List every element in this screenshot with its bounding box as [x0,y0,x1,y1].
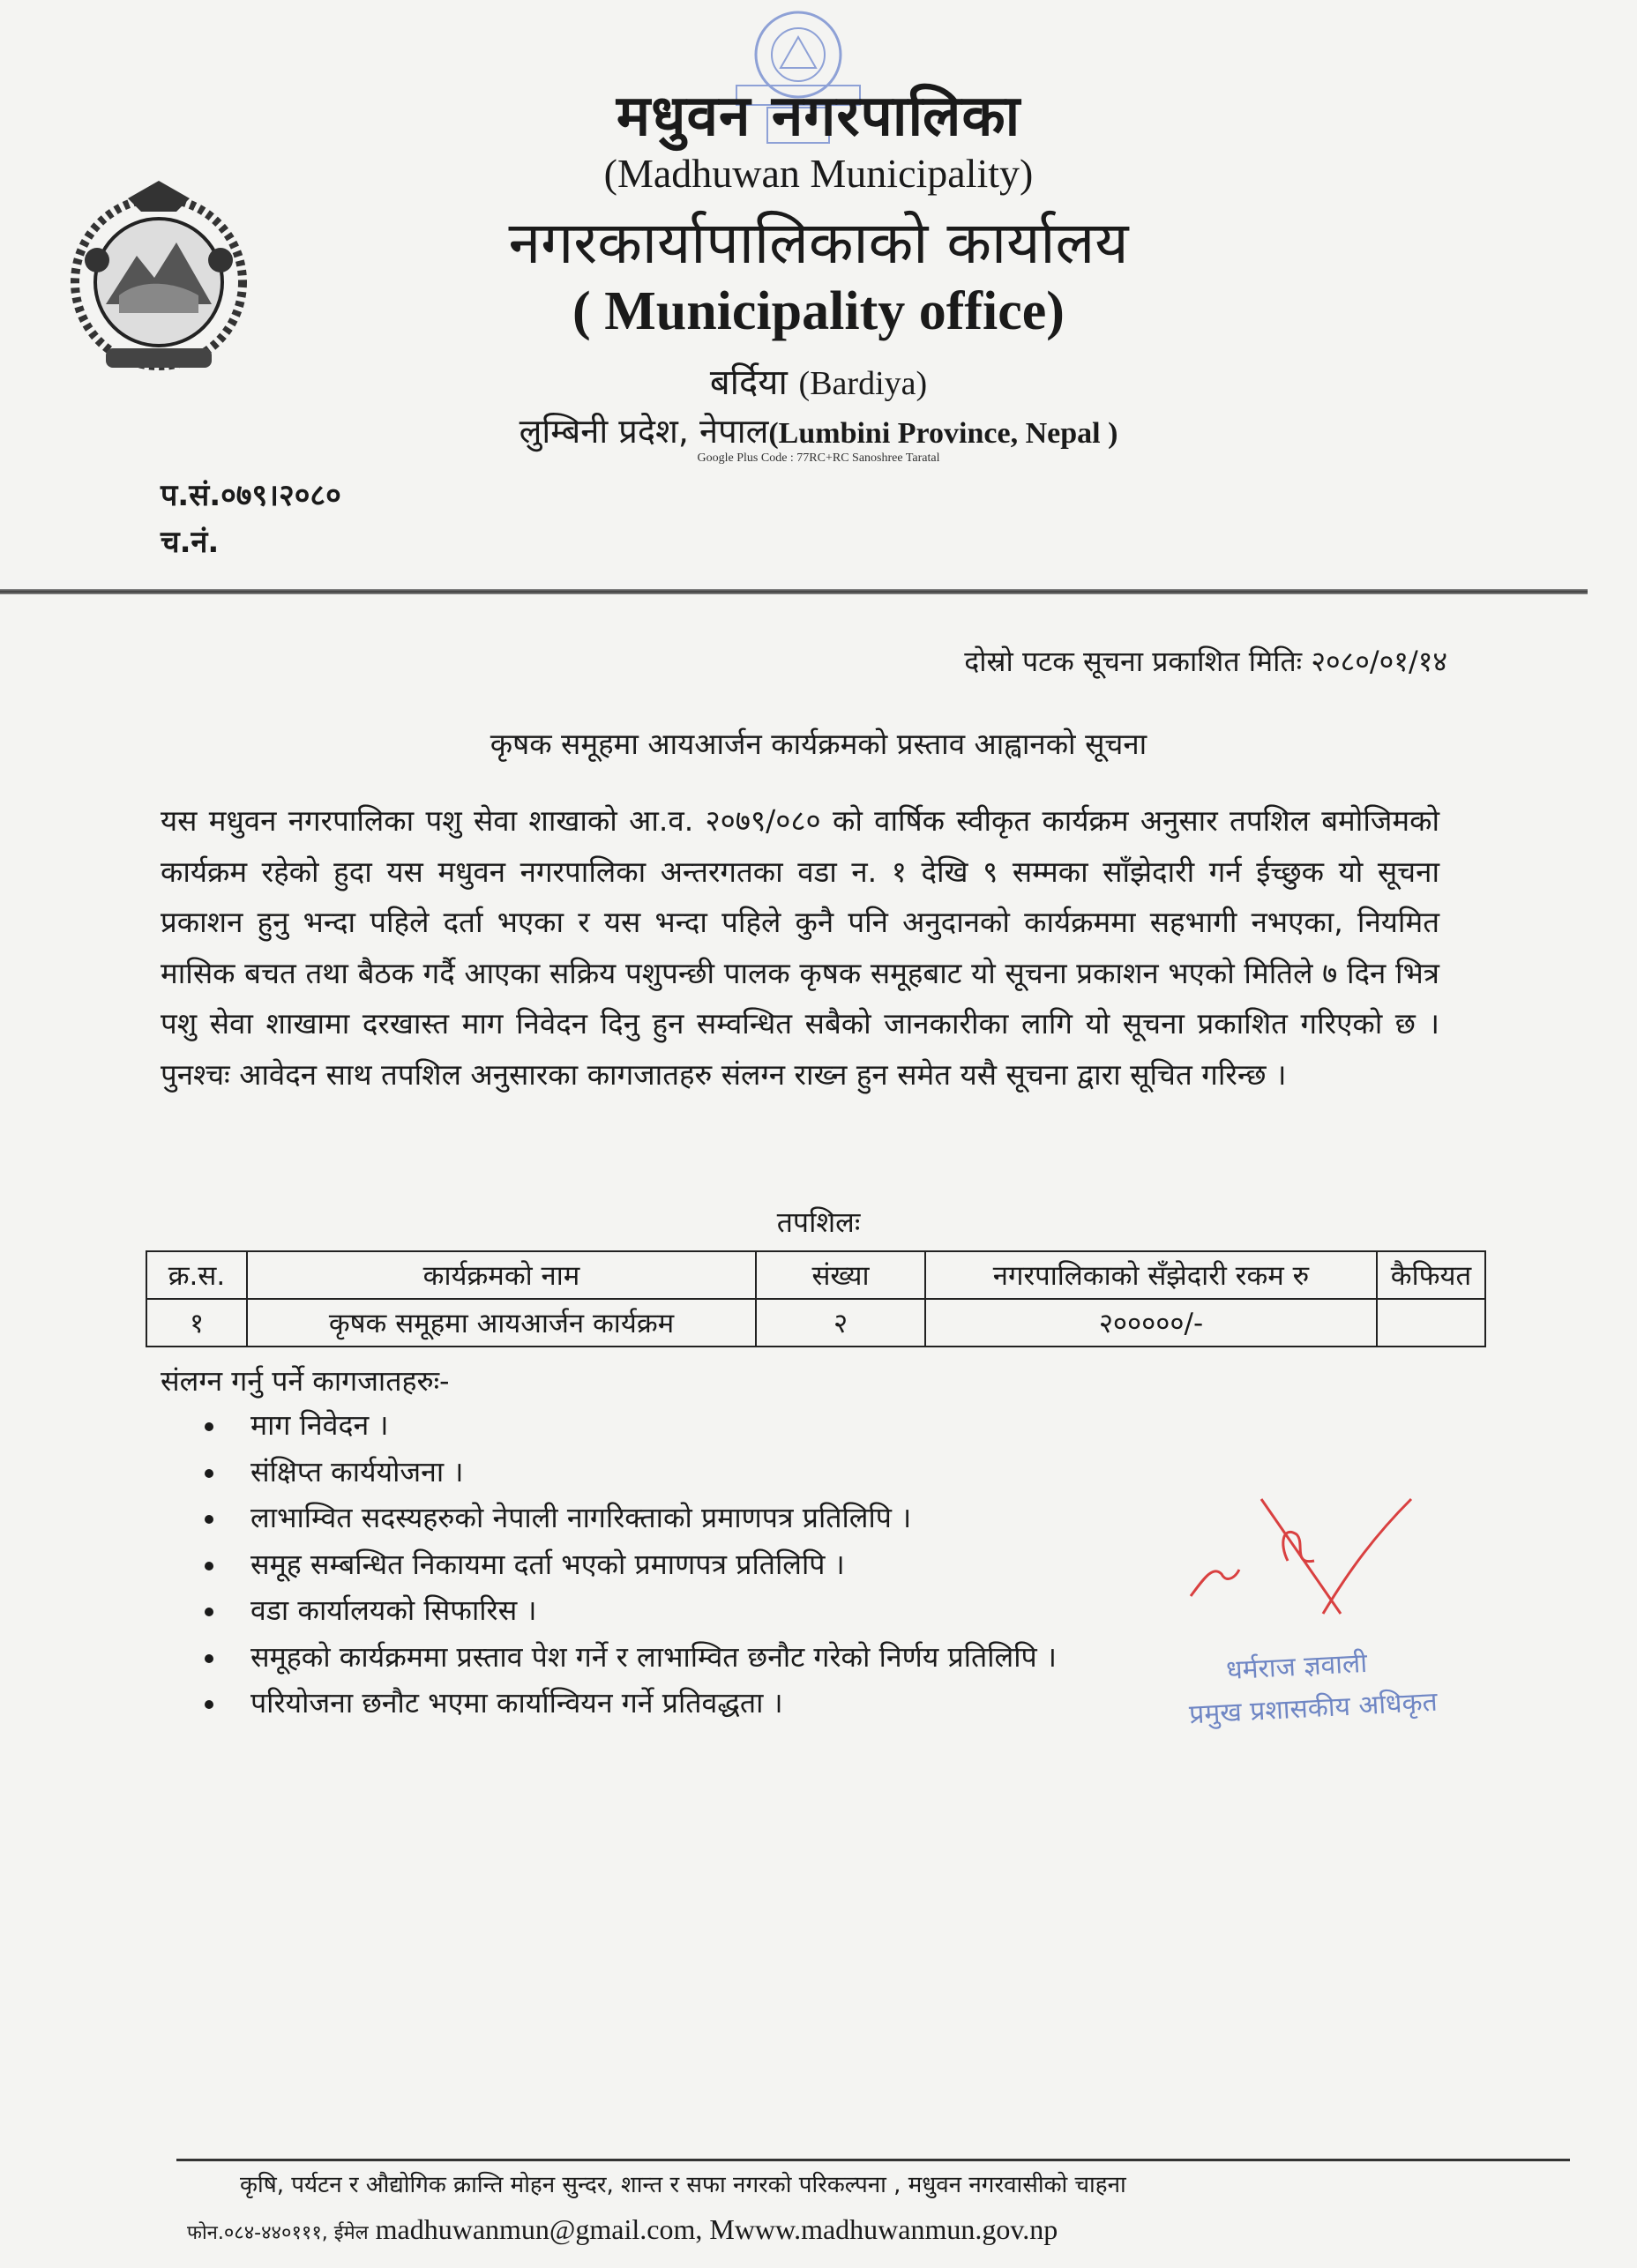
schedule-label: तपशिलः [776,1205,861,1239]
province-nepali: लुम्बिनी प्रदेश, नेपाल [519,412,769,451]
list-item: संक्षिप्त कार्ययोजना । [205,1452,1057,1499]
plus-code: Google Plus Code : 77RC+RC Sanoshree Taratal [697,451,940,465]
district-line [0,356,1637,405]
footer-contact [187,2213,1058,2246]
table-row [146,1299,1485,1347]
footer-slogan: कृषि, पर्यटन र औद्योगिक क्रान्ति मोहन सुन्दर, शान्त र सफा नगरको परिकल्पना , मधुवन नगरवासीको चाहना [240,2172,1126,2198]
notice-title: कृषक समूहमा आयआर्जन कार्यक्रमको प्रस्ताव आह्वानको सूचना [490,727,1147,761]
district-nepali: बर्दिया [709,362,788,403]
district-english: (Bardiya) [798,365,928,402]
notice-body: यस मधुवन नगरपालिका पशु सेवा शाखाको आ.व. २०७९/०८० को वार्षिक स्वीकृत कार्यक्रम अनुसार तपशिल बमोजिमको कार्यक्रम रहेको हुदा यस मधुवन नगरपालिका अन्तरगतका वडा न. १ देखि ९ सम्मका साँझेदारी गर्न ईच्छुक यो सूचना प्रकाशन हुनु भन्दा पहिले दर्ता भएका र यस भन्दा पहिले कुनै पनि अनुदानको कार्यक्रममा सहभागी नभएका, नियमित मासिक बचत तथा बैठक गर्दै आएका सक्रिय पशुपन्छी पालक कृषक समूहबाट यो सूचना प्रकाशन भएको मितिले ७ दिन भित्र पशु सेवा शाखामा दरखास्त माग निवेदन दिनु हुन सम्वन्धित सबैको जानकारीका लागि यो सूचना प्रकाशित गरिएको छ । पुनश्चः आवेदन साथ तपशिल अनुसारका कागजातहरु संलग्न राख्न हुन समेत यसै सूचना द्वारा सूचित गरिन्छ । [161,803,1439,1092]
municipality-name-english: (Madhuwan Municipality) [603,151,1034,196]
list-item: माग निवेदन । [205,1406,1057,1452]
header-divider [0,589,1588,594]
table-header-row [146,1251,1485,1299]
signature-icon [1173,1481,1438,1631]
province-line [0,407,1637,453]
program-table [146,1250,1486,1347]
officer-title-stamp: प्रमुख प्रशासकीय अधिकृत [1188,1686,1439,1731]
list-item: समूह सम्बन्धित निकायमा दर्ता भएको प्रमाणपत्र प्रतिलिपि । [205,1545,1057,1592]
cell-quantity: २ [756,1299,925,1347]
dispatch-number: च.नं. [161,525,220,560]
reference-number: प.सं.०७९।२०८० [161,478,341,513]
footer-website: Mwww.madhuwanmun.gov.np [709,2213,1058,2245]
footer-phone: फोन.०८४-४४०१११, ईमेल [187,2222,369,2244]
header-cell-amount: नगरपालिकाको सँझेदारी रकम रु [925,1251,1377,1299]
header-cell-program: कार्यक्रमको नाम [247,1251,756,1299]
province-english: (Lumbini Province, Nepal ) [768,417,1118,450]
header-cell-quantity: संख्या [756,1251,925,1299]
municipality-name-nepali: मधुवन नगरपालिका [616,84,1021,149]
attachments-list [205,1406,1057,1730]
list-item: लाभाम्वित सदस्यहरुको नेपाली नागरिक्ताको प्रमाणपत्र प्रतिलिपि । [205,1498,1057,1545]
cell-amount: २०००००/- [925,1299,1377,1347]
header-cell-remarks: कैफियत [1377,1251,1485,1299]
list-item: वडा कार्यालयको सिफारिस । [205,1591,1057,1638]
cell-serial: १ [146,1299,247,1347]
footer-divider [176,2159,1570,2161]
cell-remarks [1377,1299,1485,1347]
office-name-nepali: नगरकार्यापालिकाको कार्यालय [508,209,1129,277]
list-item: परियोजना छनौट भएमा कार्यान्वियन गर्ने प्रतिवद्धता । [205,1683,1057,1730]
officer-name-stamp: धर्मराज ज्ञवाली [1225,1647,1368,1687]
cell-program: कृषक समूहमा आयआर्जन कार्यक्रम [247,1299,756,1347]
header-cell-serial: क्र.स. [146,1251,247,1299]
office-name-english: ( Municipality office) [572,281,1065,341]
list-item: समूहको कार्यक्रममा प्रस्ताव पेश गर्ने र लाभाम्वित छनौट गरेको निर्णय प्रतिलिपि । [205,1638,1057,1684]
attachments-heading: संलग्न गर्नु पर्ने कागजातहरुः- [161,1364,450,1398]
footer-email: madhuwanmun@gmail.com, [375,2213,703,2245]
publication-date: दोस्रो पटक सूचना प्रकाशित मितिः २०८०/०१/१४ [964,645,1447,678]
